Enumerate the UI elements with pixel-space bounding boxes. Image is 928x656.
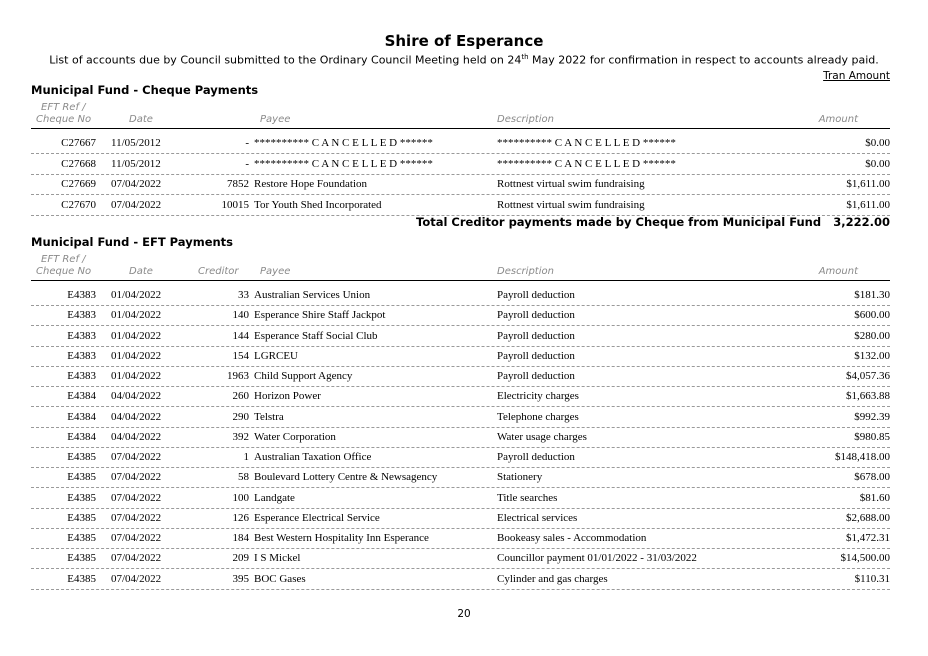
cell-payee: Tor Youth Shed Incorporated xyxy=(254,198,382,211)
header-amount: Amount xyxy=(818,266,858,277)
cell-date: 07/04/2022 xyxy=(111,511,162,524)
cell-ref: C27669 xyxy=(61,178,96,190)
header-creditor: Creditor xyxy=(198,266,239,277)
cell-payee: Restore Hope Foundation xyxy=(254,178,368,190)
eft-section-heading: Municipal Fund - EFT Payments xyxy=(31,235,234,249)
cell-ref: E4384 xyxy=(67,430,96,443)
cell-creditor: 10015 xyxy=(221,198,249,211)
cell-creditor: 100 xyxy=(232,491,249,504)
cell-amount: $148,418.00 xyxy=(835,451,890,463)
cell-description: Title searches xyxy=(497,491,558,504)
cell-date: 07/04/2022 xyxy=(111,552,162,565)
cell-description: Water usage charges xyxy=(497,430,587,443)
cell-payee: Australian Services Union xyxy=(254,289,371,301)
cell-ref: E4385 xyxy=(67,491,96,504)
table-row xyxy=(31,528,890,549)
cell-date: 07/04/2022 xyxy=(111,471,162,484)
header-payee: Payee xyxy=(260,266,291,277)
cell-creditor: - xyxy=(245,157,249,170)
cell-ref: E4385 xyxy=(67,572,96,585)
cell-description: Payroll deduction xyxy=(497,451,575,463)
cell-amount: $181.30 xyxy=(854,289,890,301)
page-number: 20 xyxy=(457,608,471,620)
cell-creditor: 1963 xyxy=(227,370,249,382)
header-date: Date xyxy=(129,266,153,277)
cell-creditor: - xyxy=(245,137,249,149)
cell-ref: E4383 xyxy=(67,349,96,362)
cell-amount: $280.00 xyxy=(854,329,890,342)
header-date: Date xyxy=(129,114,153,125)
table-row xyxy=(31,305,890,326)
cell-date: 04/04/2022 xyxy=(111,390,162,403)
header-amount: Amount xyxy=(818,114,858,125)
cell-creditor: 154 xyxy=(232,349,249,362)
header-ref-line2: Cheque No xyxy=(36,114,92,125)
cell-creditor: 140 xyxy=(232,309,249,322)
table-row xyxy=(31,366,890,387)
cell-date: 04/04/2022 xyxy=(111,410,162,423)
cell-creditor: 209 xyxy=(232,552,249,565)
cell-payee: Landgate xyxy=(254,491,295,504)
cell-payee: BOC Gases xyxy=(254,572,306,585)
cell-date: 07/04/2022 xyxy=(111,491,162,504)
cell-creditor: 392 xyxy=(232,430,249,443)
cell-payee: Esperance Electrical Service xyxy=(254,511,380,524)
cell-date: 01/04/2022 xyxy=(111,349,162,362)
cell-payee: Telstra xyxy=(254,410,284,423)
cell-creditor: 260 xyxy=(232,390,249,403)
cell-amount: $1,611.00 xyxy=(846,198,890,211)
cell-date: 07/04/2022 xyxy=(111,198,162,211)
cell-ref: E4385 xyxy=(67,471,96,484)
cell-creditor: 58 xyxy=(238,471,249,484)
table-row xyxy=(31,133,890,154)
cell-description: Payroll deduction xyxy=(497,309,575,322)
cell-description: ********** C A N C E L L E D ****** xyxy=(497,157,676,170)
cell-payee: Esperance Staff Social Club xyxy=(254,329,378,342)
cell-description: Bookeasy sales - Accommodation xyxy=(497,532,647,544)
cell-date: 11/05/2012 xyxy=(111,137,161,149)
cell-amount: $600.00 xyxy=(854,309,890,322)
cell-description: Payroll deduction xyxy=(497,370,575,382)
table-row xyxy=(31,174,890,195)
header-ref-line1: EFT Ref / xyxy=(41,102,86,113)
cell-description: Payroll deduction xyxy=(497,289,575,301)
cell-description: Cylinder and gas charges xyxy=(497,572,608,585)
cell-payee: Child Support Agency xyxy=(254,370,353,382)
cell-amount: $678.00 xyxy=(854,471,890,484)
cell-amount: $2,688.00 xyxy=(846,511,890,524)
cell-amount: $1,472.31 xyxy=(846,532,890,544)
subtitle-superscript: th xyxy=(521,53,529,61)
cell-amount: $980.85 xyxy=(854,430,890,443)
cell-amount: $81.60 xyxy=(859,491,890,504)
cell-amount: $1,663.88 xyxy=(846,390,890,403)
cell-creditor: 7852 xyxy=(227,178,249,190)
subtitle-text: List of accounts due by Council submitted to the Ordinary Council Meeting held on 24 xyxy=(49,53,522,67)
cell-ref: C27668 xyxy=(61,157,96,170)
cell-amount: $14,500.00 xyxy=(840,552,890,565)
header-ref-line2: Cheque No xyxy=(36,266,92,277)
cell-ref: E4383 xyxy=(67,309,96,322)
document-title: Shire of Esperance xyxy=(384,32,544,50)
table-row xyxy=(31,326,890,347)
cell-ref: E4383 xyxy=(67,289,96,301)
cell-amount: $0.00 xyxy=(865,137,890,149)
table-row xyxy=(31,548,890,569)
cell-payee: Water Corporation xyxy=(254,430,336,443)
cheque-total-value: 3,222.00 xyxy=(833,215,890,229)
cheque-section-heading: Municipal Fund - Cheque Payments xyxy=(31,83,259,97)
cell-payee: I S Mickel xyxy=(254,552,301,565)
table-row xyxy=(31,346,890,367)
table-row xyxy=(31,569,890,590)
table-row xyxy=(31,427,890,448)
table-row xyxy=(31,447,890,468)
document-subtitle xyxy=(0,53,928,67)
cell-creditor: 395 xyxy=(232,572,249,585)
cell-payee: Australian Taxation Office xyxy=(254,451,372,463)
cell-payee: Best Western Hospitality Inn Esperance xyxy=(254,532,429,544)
cheque-table-header xyxy=(31,100,890,129)
table-row xyxy=(31,154,890,175)
cell-date: 01/04/2022 xyxy=(111,289,162,301)
header-description: Description xyxy=(497,114,554,125)
cell-ref: E4384 xyxy=(67,410,96,423)
cell-date: 01/04/2022 xyxy=(111,329,162,342)
cell-creditor: 184 xyxy=(232,532,249,544)
subtitle-text-end: May 2022 for confirmation in respect to accounts already paid. xyxy=(528,53,879,67)
cell-description: Stationery xyxy=(497,471,543,484)
cell-amount: $1,611.00 xyxy=(846,178,890,190)
cell-ref: E4385 xyxy=(67,511,96,524)
cell-description: Payroll deduction xyxy=(497,329,575,342)
cell-date: 07/04/2022 xyxy=(111,178,162,190)
cell-date: 07/04/2022 xyxy=(111,451,162,463)
cell-description: Electricity charges xyxy=(497,390,579,403)
cell-ref: C27667 xyxy=(61,137,96,149)
cell-amount: $132.00 xyxy=(854,349,890,362)
header-ref-line1: EFT Ref / xyxy=(41,254,86,265)
cell-description: Electrical services xyxy=(497,511,578,524)
cell-description: Rottnest virtual swim fundraising xyxy=(497,178,645,190)
cell-description: ********** C A N C E L L E D ****** xyxy=(497,137,676,149)
cell-description: Telephone charges xyxy=(497,410,579,423)
cell-date: 07/04/2022 xyxy=(111,532,162,544)
table-row xyxy=(31,467,890,488)
cell-payee: ********** C A N C E L L E D ****** xyxy=(254,137,433,149)
cell-ref: E4385 xyxy=(67,532,96,544)
cell-date: 04/04/2022 xyxy=(111,430,162,443)
cell-payee: ********** C A N C E L L E D ****** xyxy=(254,157,433,170)
table-row xyxy=(31,195,890,216)
cell-date: 07/04/2022 xyxy=(111,572,162,585)
cell-description: Rottnest virtual swim fundraising xyxy=(497,198,645,211)
cell-ref: E4383 xyxy=(67,370,96,382)
cell-ref: E4385 xyxy=(67,451,96,463)
cell-date: 01/04/2022 xyxy=(111,309,162,322)
cell-description: Councillor payment 01/01/2022 - 31/03/2022 xyxy=(497,552,697,565)
cell-creditor: 33 xyxy=(238,289,249,301)
table-row xyxy=(31,488,890,509)
cell-description: Payroll deduction xyxy=(497,349,575,362)
table-row xyxy=(31,407,890,428)
table-row xyxy=(31,285,890,306)
cell-creditor: 144 xyxy=(232,329,249,342)
header-payee: Payee xyxy=(260,114,291,125)
eft-table-header xyxy=(31,252,890,281)
cell-date: 11/05/2012 xyxy=(111,157,161,170)
cell-creditor: 290 xyxy=(232,410,249,423)
cheque-total-label: Total Creditor payments made by Cheque from Municipal Fund xyxy=(416,215,822,229)
cell-ref: E4385 xyxy=(67,552,96,565)
cell-amount: $992.39 xyxy=(854,410,890,423)
cell-amount: $110.31 xyxy=(854,572,890,585)
cell-creditor: 1 xyxy=(243,451,249,463)
cell-payee: Esperance Shire Staff Jackpot xyxy=(254,309,386,322)
cell-payee: LGRCEU xyxy=(254,349,298,362)
header-description: Description xyxy=(497,266,554,277)
cell-amount: $4,057.36 xyxy=(846,370,890,382)
cell-creditor: 126 xyxy=(232,511,249,524)
cell-payee: Horizon Power xyxy=(254,390,321,403)
table-row xyxy=(31,508,890,529)
cell-ref: C27670 xyxy=(61,198,96,211)
cell-payee: Boulevard Lottery Centre & Newsagency xyxy=(254,471,438,484)
cell-ref: E4384 xyxy=(67,390,96,403)
cell-ref: E4383 xyxy=(67,329,96,342)
cell-date: 01/04/2022 xyxy=(111,370,162,382)
tran-amount-label: Tran Amount xyxy=(823,70,890,82)
table-row xyxy=(31,386,890,407)
cell-amount: $0.00 xyxy=(865,157,890,170)
